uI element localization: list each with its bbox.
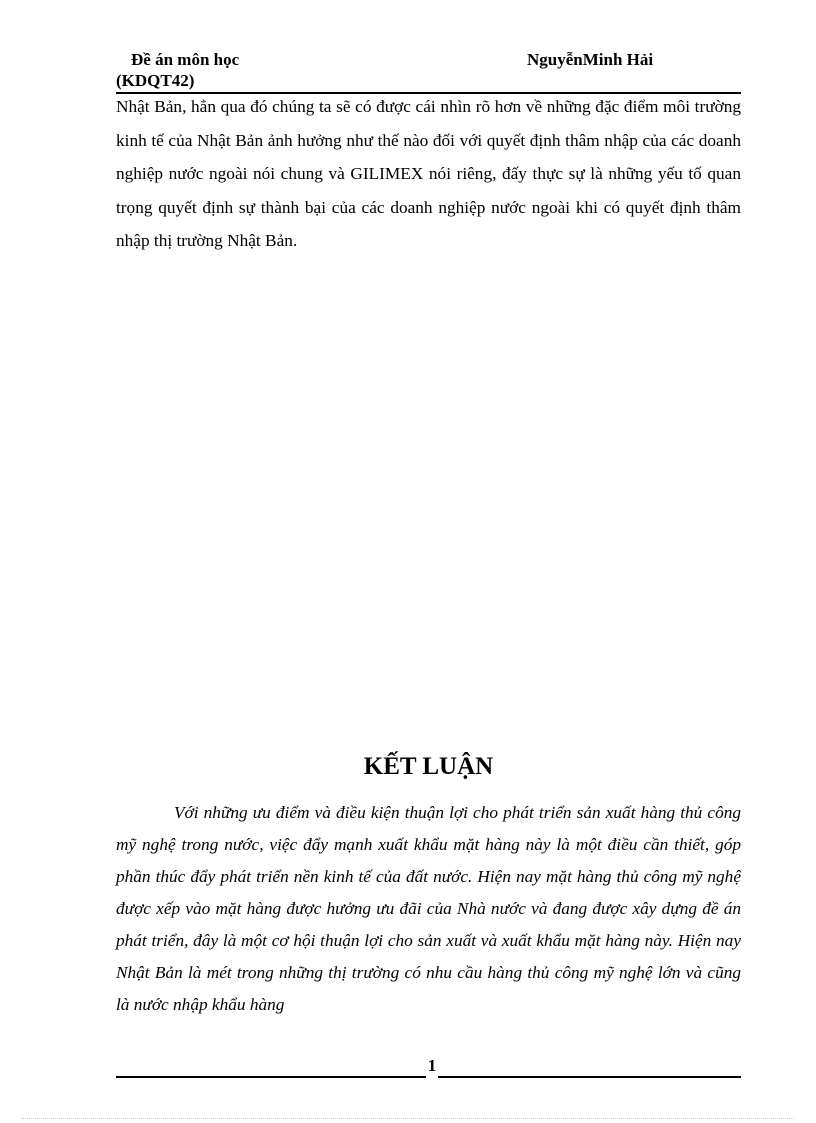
body-paragraph: Nhật Bản, hẳn qua đó chúng ta sẽ có được cái nhìn rõ hơn về những đặc điểm môi trường kinh tế của Nhật Bản ảnh hưởng như thế nào đối với quyết định thâm nhập của các doanh nghiệp nước ngoài nói chung và GILIMEX nói riêng, đấy thực sự là những yếu tố quan trọng quyết định sự thành bại của các doanh nghiệp nước ngoài khi có quyết định thâm nhập thị trường Nhật Bản. (116, 97, 741, 250)
conclusion-paragraph: Với những ưu điểm và điều kiện thuận lợi cho phát triển sản xuất hàng thủ công mỹ nghệ trong nước, việc đẩy mạnh xuất khẩu mặt hàng này là một điều cần thiết, góp phần thúc đẩy phát triển nền kinh tế của đất nước. Hiện nay mặt hàng thủ công mỹ nghệ được xếp vào mặt hàng được hưởng ưu đãi của Nhà nước và đang được xây dựng đề án phát triển, đây là một cơ hội thuận lợi cho sản xuất và xuất khẩu mặt hàng này. Hiện nay Nhật Bản là mét trong những thị trường có nhu cầu hàng thủ công mỹ nghệ lớn và cũng là nước nhập khẩu hàng (116, 803, 741, 1014)
footer-rule-left (116, 1076, 426, 1078)
author-name: NguyễnMinh Hải (527, 50, 654, 69)
footer-rule-right (438, 1076, 741, 1078)
page-number: 1 (427, 1056, 437, 1075)
class-code: (KDQT42) (116, 71, 195, 90)
page-footer (116, 1052, 741, 1078)
course-title: Đề án môn học (131, 50, 240, 69)
conclusion-heading: KẾT LUẬN (363, 753, 494, 780)
page-edge-divider (22, 1118, 794, 1119)
